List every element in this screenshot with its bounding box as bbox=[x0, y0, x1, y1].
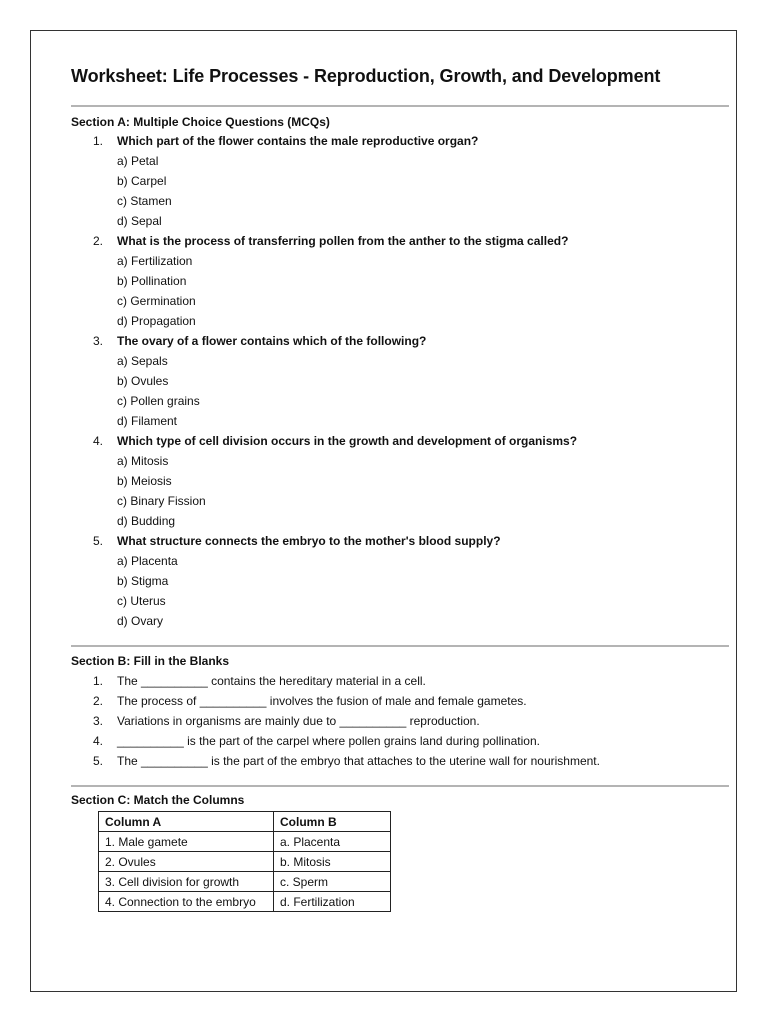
divider bbox=[71, 645, 729, 647]
fill-blank-item bbox=[71, 731, 721, 751]
answer-option: c) Pollen grains bbox=[117, 394, 200, 408]
worksheet-page bbox=[30, 30, 737, 992]
answer-option: d) Ovary bbox=[117, 614, 164, 628]
fill-blank-item bbox=[71, 671, 721, 691]
item-text: Variations in organisms are mainly due to __________ reproduction. bbox=[117, 714, 480, 728]
question-text: The ovary of a flower contains which of the following? bbox=[117, 334, 427, 348]
question-text: What structure connects the embryo to the mother's blood supply? bbox=[117, 534, 501, 548]
item-text: The __________ contains the hereditary material in a cell. bbox=[117, 674, 426, 688]
answer-option: c) Uterus bbox=[117, 594, 166, 608]
table-row bbox=[99, 872, 391, 892]
column-a-cell: 4. Connection to the embryo bbox=[99, 892, 274, 912]
mcq-question bbox=[71, 431, 721, 451]
answer-option: b) Ovules bbox=[117, 374, 169, 388]
column-b-cell: a. Placenta bbox=[274, 832, 391, 852]
match-table bbox=[98, 811, 391, 912]
item-number: 4. bbox=[93, 734, 104, 748]
item-text: __________ is the part of the carpel where pollen grains land during pollination. bbox=[117, 734, 540, 748]
question-text: Which type of cell division occurs in the growth and development of organisms? bbox=[117, 434, 578, 448]
table-row bbox=[99, 892, 391, 912]
column-b-header: Column B bbox=[274, 812, 391, 832]
item-number: 1. bbox=[93, 674, 104, 688]
section-b-title: Section B: Fill in the Blanks bbox=[71, 654, 230, 668]
divider bbox=[71, 105, 729, 107]
answer-option: b) Pollination bbox=[117, 274, 187, 288]
page-title: Worksheet: Life Processes - Reproduction, Growth, and Development bbox=[71, 66, 661, 86]
section-a-title: Section A: Multiple Choice Questions (MCQs) bbox=[71, 115, 330, 129]
column-b-cell: c. Sperm bbox=[274, 872, 391, 892]
item-number: 5. bbox=[93, 754, 104, 768]
question-text: What is the process of transferring pollen from the anther to the stigma called? bbox=[117, 234, 569, 248]
answer-option: a) Petal bbox=[117, 154, 159, 168]
answer-option: b) Carpel bbox=[117, 174, 167, 188]
mcq-question bbox=[71, 231, 721, 251]
column-a-cell: 3. Cell division for growth bbox=[99, 872, 274, 892]
answer-option: d) Propagation bbox=[117, 314, 196, 328]
column-a-cell: 2. Ovules bbox=[99, 852, 274, 872]
answer-option: a) Mitosis bbox=[117, 454, 169, 468]
answer-option: a) Fertilization bbox=[117, 254, 193, 268]
column-b-cell: d. Fertilization bbox=[274, 892, 391, 912]
column-a-header: Column A bbox=[99, 812, 274, 832]
question-number: 5. bbox=[93, 534, 104, 548]
table-row bbox=[99, 832, 391, 852]
answer-option: d) Filament bbox=[117, 414, 178, 428]
answer-option: b) Stigma bbox=[117, 574, 169, 588]
fill-blank-item bbox=[71, 711, 721, 731]
mcq-question bbox=[71, 331, 721, 351]
item-text: The __________ is the part of the embryo that attaches to the uterine wall for nourishment. bbox=[117, 754, 600, 768]
table-header-row bbox=[99, 812, 391, 832]
table-row bbox=[99, 852, 391, 872]
question-number: 4. bbox=[93, 434, 104, 448]
question-number: 3. bbox=[93, 334, 104, 348]
answer-option: c) Stamen bbox=[117, 194, 172, 208]
column-a-cell: 1. Male gamete bbox=[99, 832, 274, 852]
column-b-cell: b. Mitosis bbox=[274, 852, 391, 872]
question-number: 1. bbox=[93, 134, 104, 148]
answer-option: a) Sepals bbox=[117, 354, 168, 368]
item-text: The process of __________ involves the fusion of male and female gametes. bbox=[117, 694, 527, 708]
mcq-question bbox=[71, 531, 721, 551]
mcq-question bbox=[71, 131, 721, 151]
answer-option: c) Germination bbox=[117, 294, 196, 308]
answer-option: b) Meiosis bbox=[117, 474, 172, 488]
fill-blanks-list bbox=[71, 671, 721, 771]
item-number: 3. bbox=[93, 714, 104, 728]
question-text: Which part of the flower contains the male reproductive organ? bbox=[117, 134, 479, 148]
answer-option: d) Budding bbox=[117, 514, 176, 528]
answer-option: a) Placenta bbox=[117, 554, 178, 568]
section-c-title: Section C: Match the Columns bbox=[71, 793, 245, 807]
question-number: 2. bbox=[93, 234, 104, 248]
fill-blank-item bbox=[71, 691, 721, 711]
answer-option: d) Sepal bbox=[117, 214, 162, 228]
mcq-list bbox=[71, 131, 721, 631]
item-number: 2. bbox=[93, 694, 104, 708]
answer-option: c) Binary Fission bbox=[117, 494, 206, 508]
divider bbox=[71, 785, 729, 787]
fill-blank-item bbox=[71, 751, 721, 771]
